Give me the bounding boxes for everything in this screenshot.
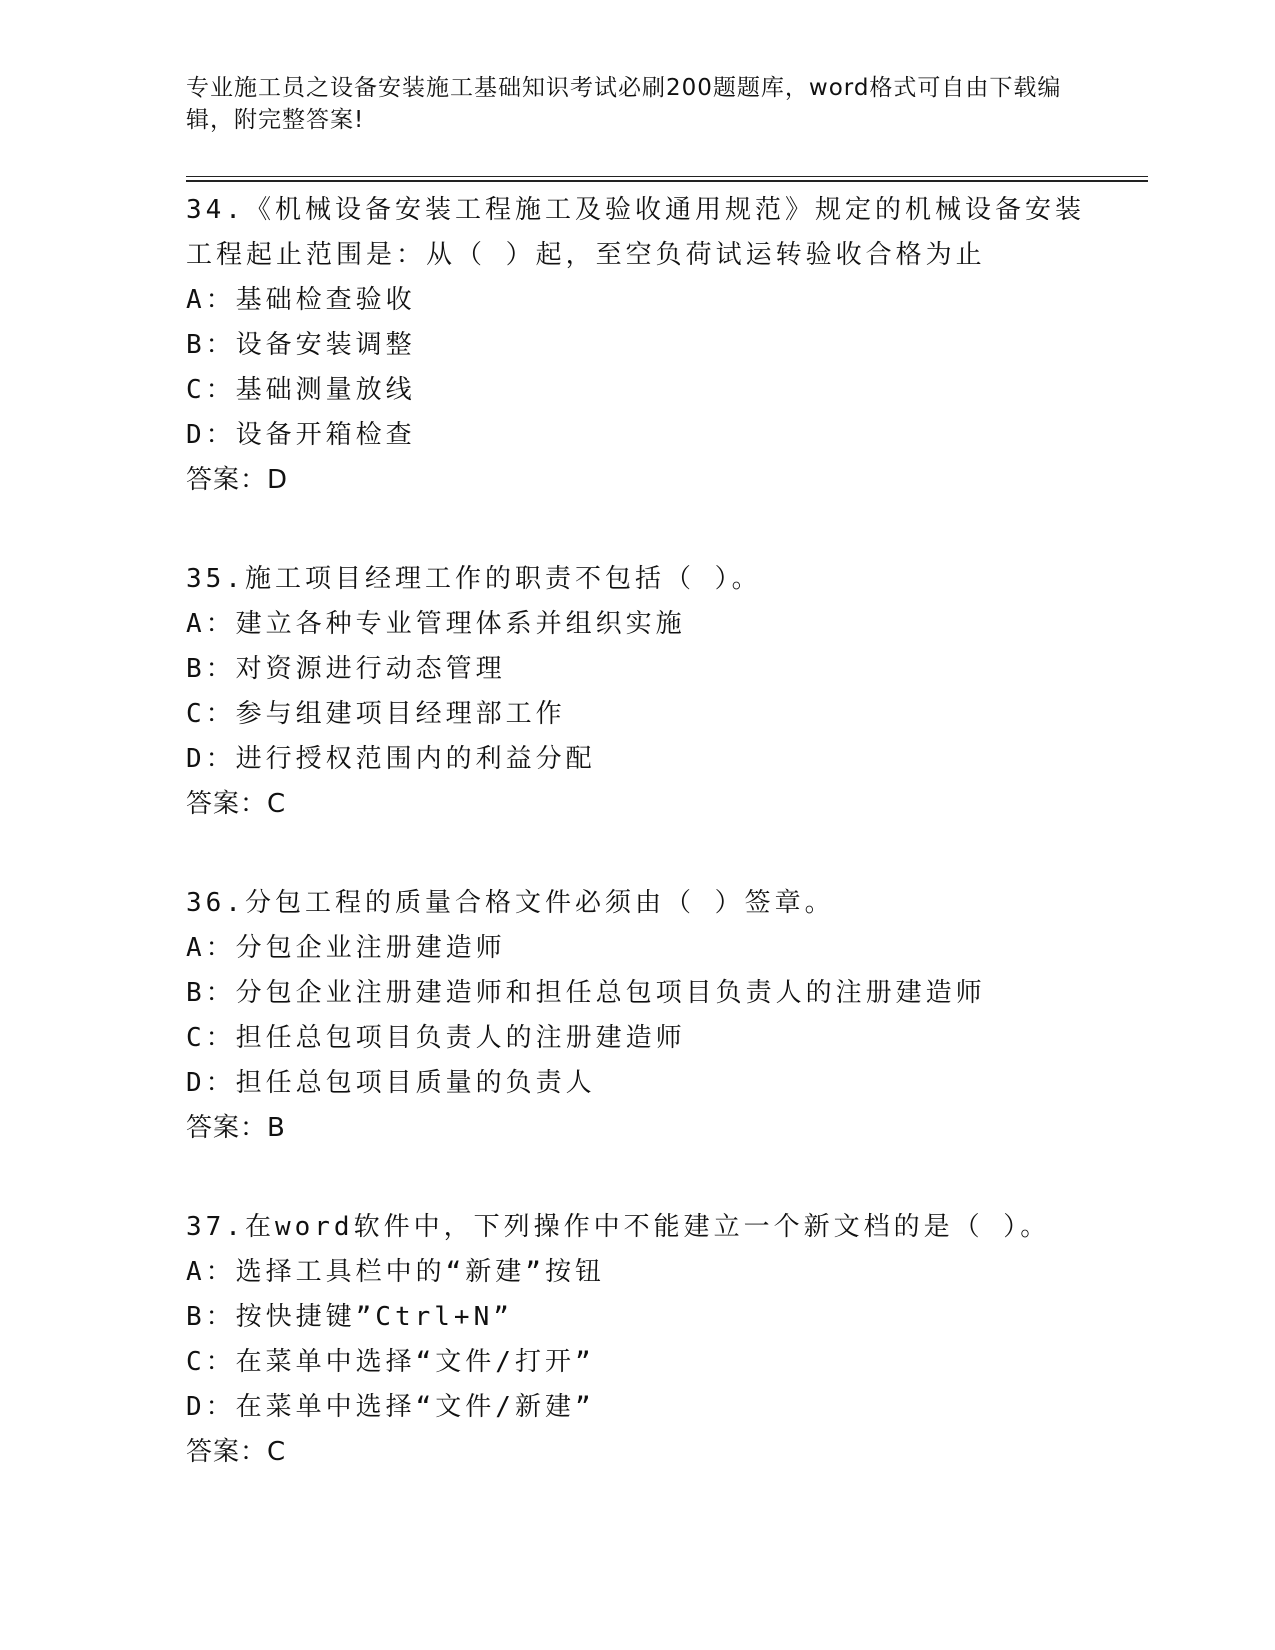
option-a: A：建立各种专业管理体系并组织实施 (186, 609, 686, 639)
question-stem: 34.《机械设备安装工程施工及验收通用规范》规定的机械设备安装工程起止范围是：从（ ）起，至空负荷试运转验收合格为止 (186, 195, 1085, 270)
answer-text: 答案：C (186, 789, 287, 819)
question-35 (186, 557, 1086, 827)
question-stem: 35.施工项目经理工作的职责不包括（ ）。 (186, 564, 762, 594)
answer-text: 答案：D (186, 465, 289, 495)
header-divider-thin (186, 176, 1148, 177)
question-list (186, 188, 1086, 1529)
option-a: A：基础检查验收 (186, 285, 416, 315)
option-c: C：在菜单中选择“文件/打开” (186, 1347, 595, 1377)
answer-text: 答案：C (186, 1437, 287, 1467)
option-a: A：分包企业注册建造师 (186, 933, 506, 963)
answer-text: 答案：B (186, 1113, 286, 1143)
option-d: D：在菜单中选择“文件/新建” (186, 1392, 595, 1422)
option-b: B：设备安装调整 (186, 330, 416, 360)
option-d: D：担任总包项目质量的负责人 (186, 1068, 596, 1098)
question-stem: 36.分包工程的质量合格文件必须由（ ）签章。 (186, 888, 835, 918)
option-b: B：分包企业注册建造师和担任总包项目负责人的注册建造师 (186, 978, 986, 1008)
question-36 (186, 881, 1086, 1151)
header-title: 专业施工员之设备安装施工基础知识考试必刷200题题库，word格式可自由下载编辑，附完整答案! (186, 75, 1062, 133)
document-header (186, 72, 1066, 136)
option-b: B：对资源进行动态管理 (186, 654, 506, 684)
question-34 (186, 188, 1086, 503)
option-d: D：设备开箱检查 (186, 420, 416, 450)
question-stem: 37.在word软件中，下列操作中不能建立一个新文档的是（ ）。 (186, 1212, 1051, 1242)
option-c: C：参与组建项目经理部工作 (186, 699, 566, 729)
header-divider-thick (186, 180, 1148, 182)
option-c: C：担任总包项目负责人的注册建造师 (186, 1023, 686, 1053)
option-b: B：按快捷键”Ctrl+N” (186, 1302, 513, 1332)
option-d: D：进行授权范围内的利益分配 (186, 744, 596, 774)
option-c: C：基础测量放线 (186, 375, 416, 405)
question-37 (186, 1205, 1086, 1475)
option-a: A：选择工具栏中的“新建”按钮 (186, 1257, 605, 1287)
